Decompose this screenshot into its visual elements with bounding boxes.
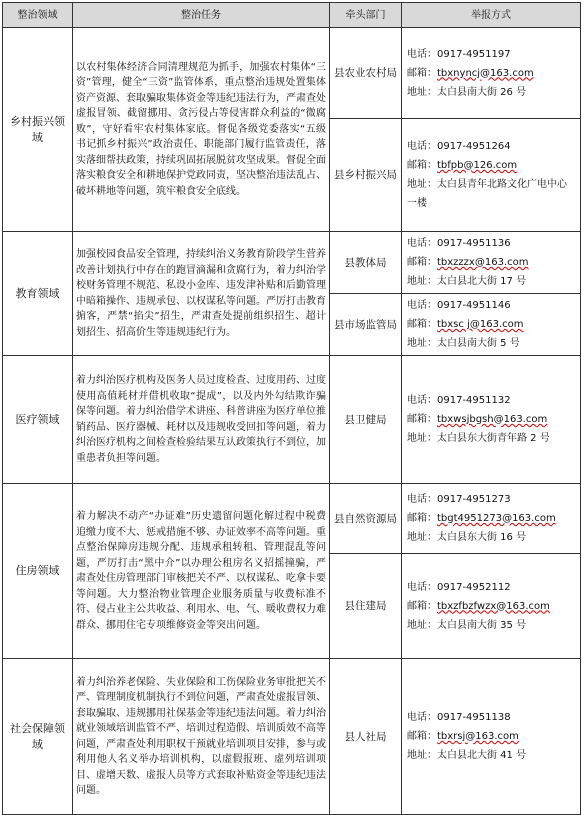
- phone-label: 电话：: [407, 141, 437, 152]
- address-label: 地址：: [407, 619, 437, 631]
- phone-label: 电话：: [407, 712, 437, 723]
- address-value: 太白县南大街 5 号: [437, 338, 520, 349]
- phone-value: 0917-4951138: [437, 712, 511, 723]
- address-label: 地址：: [407, 532, 437, 543]
- dept-cell: 县农业农村局: [330, 28, 402, 119]
- email-link[interactable]: tbxsc j@163.com: [437, 319, 524, 330]
- contact-cell: [402, 659, 581, 815]
- table-header-row: [3, 3, 581, 28]
- phone-value: 0917-4951197: [437, 48, 511, 60]
- phone-label: 电话：: [407, 395, 437, 406]
- contact-cell: [402, 484, 581, 554]
- dept-cell: 县卫健局: [330, 356, 402, 484]
- field-cell: 医疗领域: [3, 356, 73, 484]
- email-link[interactable]: tbgt4951273@163.com: [437, 513, 556, 524]
- phone-value: 0917-4951146: [437, 300, 511, 311]
- task-cell: 以农村集体经济合同清理规范为抓手，加强农村集体“三资”管理，健全“三资”监管体系，重点整治违规处置集体资产资源、套取骗取集体资金等违纪违法行为，严肃查处虚报冒领、截留挪用、贪污侵占等侵害群众利益的“微腐败”，守好看牢农村集体家底。督促各级党委落实“五级书记抓乡村振兴”政治责任、职能部门履行监管责任，落实落细帮扶政策，持续巩固拓展脱贫攻坚成果。督促全面落实粮食安全和耕地保护党政同责，坚决整治违法乱占、破坏耕地等问题，筑牢粮食安全底线。: [73, 28, 330, 232]
- phone-label: 电话：: [407, 48, 437, 60]
- dept-cell: 县人社局: [330, 659, 402, 815]
- task-cell: 着力纠治医疗机构及医务人员过度检查、过度用药、过度使用高值耗材并借机收取“提成”，以及内外勾结欺诈骗保等问题。着力纠治借学术讲座、科普讲座为医疗单位推销药品、医疗器械、耗材以及违规收受回扣等问题，着力纠治医疗机构之间检查检验结果互认政策执行不到位，加重患者负担等问题。: [73, 356, 330, 484]
- phone-value: 0917-4951136: [437, 238, 511, 249]
- address-label: 地址：: [407, 338, 437, 349]
- dept-cell: 县市场监管局: [330, 294, 402, 356]
- email-label: 邮箱：: [407, 67, 437, 79]
- address-label: 地址：: [407, 750, 437, 761]
- phone-label: 电话：: [407, 300, 437, 311]
- email-link[interactable]: tbxzzzx@163.com: [437, 257, 529, 268]
- header-contact: 举报方式: [402, 3, 581, 28]
- email-label: 邮箱：: [407, 513, 437, 524]
- address-value: 太白县北大街 41 号: [437, 750, 527, 761]
- header-dept: 牵头部门: [330, 3, 402, 28]
- email-label: 邮箱：: [407, 160, 437, 171]
- contact-cell: [402, 356, 581, 484]
- header-field: 整治领域: [3, 3, 73, 28]
- task-cell: 加强校园食品安全管理，持续纠治义务教育阶段学生营养改善计划执行中存在的跑冒滴漏和贪腐行为，着力纠治学校财务管理不规范、私设小金库、违发津补贴和后勤管理中暗箱操作、违规承包、以权谋私等问题。严厉打击教育掮客，严禁“掐尖”招生，严肃查处提前组织招生、超计划招生、招高价生等违规违纪行为。: [73, 232, 330, 356]
- header-task: 整治任务: [73, 3, 330, 28]
- field-cell: 社会保障领域: [3, 659, 73, 815]
- table-row: [3, 356, 581, 484]
- rectification-table: [2, 2, 581, 815]
- address-value: 太白县北大街 17 号: [437, 276, 527, 287]
- phone-value: 0917-4951264: [437, 141, 511, 152]
- email-label: 邮箱：: [407, 257, 437, 268]
- contact-cell: [402, 294, 581, 356]
- address-label: 地址：: [407, 433, 437, 444]
- email-label: 邮箱：: [407, 731, 437, 742]
- contact-cell: [402, 119, 581, 232]
- email-label: 邮箱：: [407, 600, 437, 612]
- email-link[interactable]: tbxrsj@163.com: [437, 731, 519, 742]
- table-row: [3, 484, 581, 554]
- dept-cell: 县住建局: [330, 554, 402, 659]
- dept-cell: 县自然资源局: [330, 484, 402, 554]
- field-cell: 教育领域: [3, 232, 73, 356]
- phone-value: 0917-4951273: [437, 494, 511, 505]
- address-value: 太白县东大街青年路 2 号: [437, 433, 550, 444]
- email-link[interactable]: tbxzfbzfwzx@163.com: [437, 600, 550, 612]
- table-row: [3, 28, 581, 119]
- dept-cell: 县教体局: [330, 232, 402, 294]
- dept-cell: 县乡村振兴局: [330, 119, 402, 232]
- phone-label: 电话：: [407, 238, 437, 249]
- table-row: [3, 232, 581, 294]
- address-label: 地址：: [407, 276, 437, 287]
- contact-cell: [402, 28, 581, 119]
- field-cell: 乡村振兴领域: [3, 28, 73, 232]
- email-link[interactable]: tbxwsjbgsh@163.com: [437, 414, 548, 425]
- email-link[interactable]: tbxnyncj@163.com: [437, 67, 534, 79]
- email-link[interactable]: tbfpb@126.com: [437, 160, 518, 171]
- task-cell: 着力纠治养老保险、失业保险和工伤保险业务审批把关不严、管理制度机制执行不到位问题，严肃查处虚报冒领、套取骗取、违规挪用社保基金等违纪违法问题。着力纠治就业领域培训监管不严、培训过程造假、培训质效不高等问题，严肃查处利用职权干预就业培训项目安排，参与或利用他人名义举办培训机构，以虚假报班、虚列培训项目、虚增天数、虚报人员等方式套取补贴资金等违纪违法问题。: [73, 659, 330, 815]
- contact-cell: [402, 232, 581, 294]
- address-label: 地址：: [407, 86, 437, 98]
- address-value: 太白县南大街 35 号: [437, 619, 527, 631]
- phone-label: 电话：: [407, 494, 437, 505]
- email-label: 邮箱：: [407, 319, 437, 330]
- contact-cell: [402, 554, 581, 659]
- table-row: [3, 659, 581, 815]
- address-value: 太白县南大街 26 号: [437, 86, 527, 98]
- field-cell: 住房领域: [3, 484, 73, 659]
- email-label: 邮箱：: [407, 414, 437, 425]
- phone-value: 0917-4952112: [437, 581, 511, 593]
- address-value: 太白县东大街 16 号: [437, 532, 527, 543]
- phone-label: 电话：: [407, 581, 437, 593]
- phone-value: 0917-4951132: [437, 395, 511, 406]
- address-value: 太白县青年北路文化广电中心一楼: [407, 179, 567, 209]
- address-label: 地址：: [407, 179, 437, 190]
- task-cell: 着力解决不动产“办证难”历史遗留问题化解过程中税费追缴力度不大、惩戒措施不够、办证效率不高等问题。重点整治保障房违规分配、违规承租转租、管理混乱等问题，严厉打击“黑中介”以办理公租房名义招摇撞骗，严肃查处住房管理部门审核把关不严、以权谋私、吃拿卡要等问题。大力整治物业管理企业服务质量与收费标准不符、侵占业主公共收益、利用水、电、气、暖收费权力难群众、挪用住宅专项维修资金等突出问题。: [73, 484, 330, 659]
